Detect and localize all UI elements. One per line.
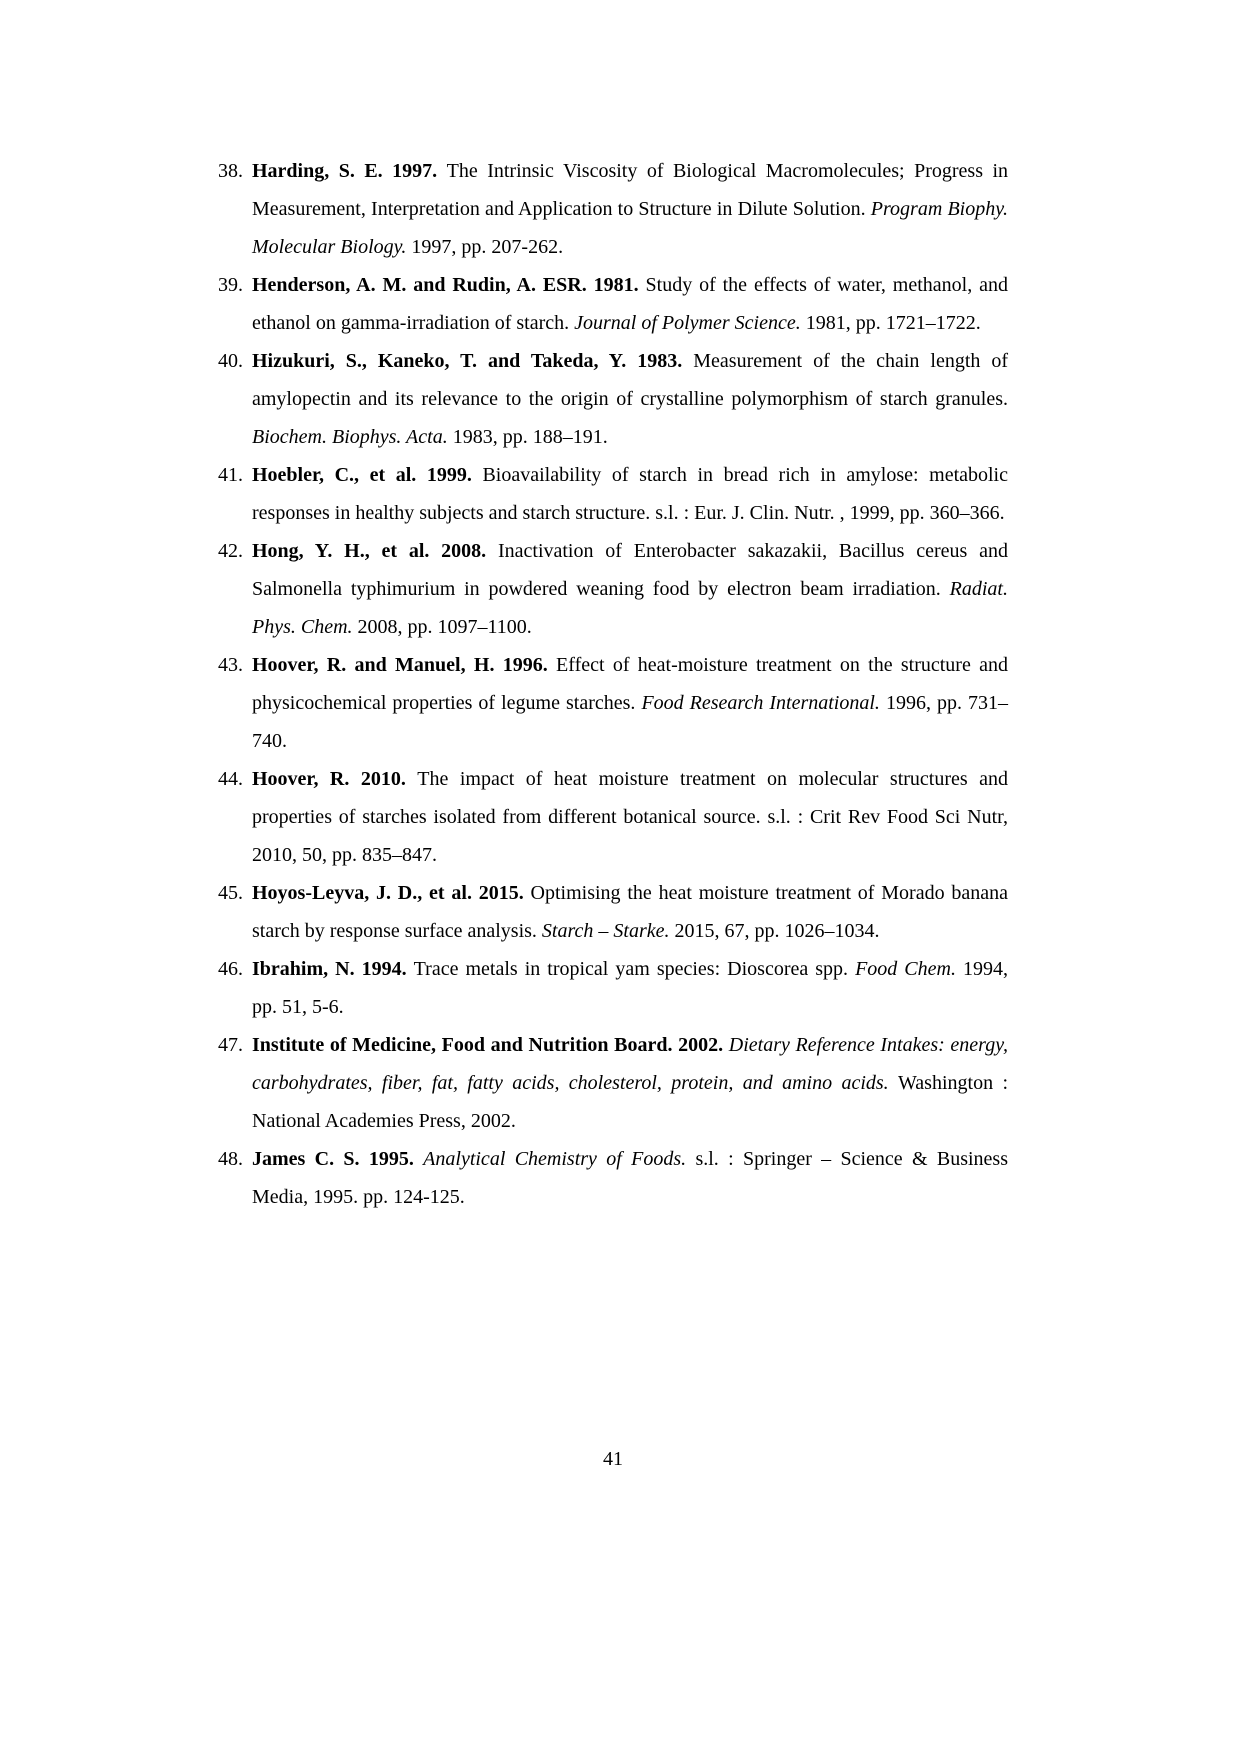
reference-segment-regular: 1996, pp. 731–740. xyxy=(252,692,1009,752)
reference-segment-bold: Ibrahim, N. 1994. xyxy=(252,958,414,980)
reference-segment-bold: Hizukuri, S., Kaneko, T. and Takeda, Y. 1983. xyxy=(252,350,694,372)
reference-text xyxy=(252,882,1008,942)
reference-segment-regular: 2008, pp. 1097–1100. xyxy=(357,616,532,638)
reference-item xyxy=(218,456,1008,532)
reference-number: 38. xyxy=(218,160,243,182)
reference-text xyxy=(252,1034,1008,1132)
reference-item xyxy=(218,532,1008,646)
reference-segment-regular: The impact of heat moisture treatment on molecular structures and properties of starches isolated from different botanical source. s.l. : Crit Rev Food Sci Nutr, 2010, 50, pp. 835–847. xyxy=(252,768,1008,866)
reference-segment-regular: s.l. : Springer – Science & Business Media, 1995. pp. 124-125. xyxy=(252,1148,1008,1208)
reference-segment-italic: Dietary Reference Intakes: energy, carbohydrates, fiber, fat, fatty acids, cholesterol, protein, and amino acids. xyxy=(252,1034,1008,1094)
reference-number: 48. xyxy=(218,1148,243,1170)
reference-segment-italic: Journal of Polymer Science. xyxy=(574,312,806,334)
reference-segment-regular: 1997, pp. 207-262. xyxy=(411,236,564,258)
reference-segment-regular: 1983, pp. 188–191. xyxy=(452,426,608,448)
reference-item xyxy=(218,266,1008,342)
reference-text xyxy=(252,350,1008,448)
reference-segment-regular: 2015, 67, pp. 1026–1034. xyxy=(674,920,880,942)
reference-text xyxy=(252,1148,1008,1208)
reference-number: 47. xyxy=(218,1034,243,1056)
reference-segment-bold: Hoover, R. and Manuel, H. 1996. xyxy=(252,654,557,676)
reference-segment-regular: Bioavailability of starch in bread rich in amylose: metabolic responses in healthy subjects and starch structure. s.l. : Eur. J. Clin. Nutr. , 1999, pp. 360–366. xyxy=(252,464,1008,524)
reference-segment-italic: Radiat. Phys. Chem. xyxy=(252,578,1008,638)
reference-text xyxy=(252,160,1008,258)
reference-segment-bold: Hoebler, C., et al. 1999. xyxy=(252,464,483,486)
reference-segment-regular: 1994, pp. 51, 5-6. xyxy=(252,958,1008,1018)
reference-number: 46. xyxy=(218,958,243,980)
reference-number: 45. xyxy=(218,882,243,904)
reference-segment-italic: Analytical Chemistry of Foods. xyxy=(423,1148,696,1170)
reference-text xyxy=(252,768,1008,866)
reference-segment-bold: Henderson, A. M. and Rudin, A. ESR. 1981. xyxy=(252,274,646,296)
reference-number: 40. xyxy=(218,350,243,372)
page-number: 41 xyxy=(603,1448,623,1470)
reference-segment-regular: Effect of heat-moisture treatment on the structure and physicochemical properties of legume starches. xyxy=(252,654,1009,714)
reference-item xyxy=(218,152,1008,266)
reference-segment-bold: Institute of Medicine, Food and Nutrition Board. 2002. xyxy=(252,1034,729,1056)
reference-item xyxy=(218,1026,1008,1140)
reference-segment-italic: Biochem. Biophys. Acta. xyxy=(252,426,453,448)
reference-segment-bold: Harding, S. E. 1997. xyxy=(252,160,447,182)
reference-segment-regular: The Intrinsic Viscosity of Biological Macromolecules; Progress in Measurement, Interpretation and Application to Structure in Dilute Solution. xyxy=(252,160,1009,220)
reference-number: 42. xyxy=(218,540,243,562)
reference-segment-bold: James C. S. 1995. xyxy=(252,1148,424,1170)
reference-number: 39. xyxy=(218,274,243,296)
reference-item xyxy=(218,342,1008,456)
reference-segment-italic: Program Biophy. Molecular Biology. xyxy=(252,198,1008,258)
reference-segment-regular: Trace metals in tropical yam species: Dioscorea spp. xyxy=(413,958,856,980)
reference-segment-regular: 1981, pp. 1721–1722. xyxy=(805,312,981,334)
reference-item xyxy=(218,950,1008,1026)
reference-text xyxy=(252,540,1008,638)
reference-number: 44. xyxy=(218,768,243,790)
reference-segment-regular: Study of the effects of water, methanol, and ethanol on gamma-irradiation of starch. xyxy=(252,274,1008,334)
reference-segment-regular: Optimising the heat moisture treatment of Morado banana starch by response surface analysis. xyxy=(252,882,1008,942)
reference-list xyxy=(218,152,1008,1216)
reference-number: 41. xyxy=(218,464,243,486)
reference-segment-regular: Washington : National Academies Press, 2002. xyxy=(252,1072,1009,1132)
reference-number: 43. xyxy=(218,654,243,676)
reference-segment-italic: Starch – Starke. xyxy=(541,920,675,942)
reference-segment-bold: Hong, Y. H., et al. 2008. xyxy=(252,540,498,562)
reference-segment-italic: Food Chem. xyxy=(855,958,963,980)
reference-text xyxy=(252,654,1008,752)
reference-text xyxy=(252,464,1008,524)
reference-item xyxy=(218,874,1008,950)
reference-item xyxy=(218,646,1008,760)
reference-item xyxy=(218,1140,1008,1216)
reference-item xyxy=(218,760,1008,874)
reference-segment-bold: Hoyos-Leyva, J. D., et al. 2015. xyxy=(252,882,531,904)
reference-text xyxy=(252,274,1008,334)
reference-segment-bold: Hoover, R. 2010. xyxy=(252,768,418,790)
reference-segment-regular: Measurement of the chain length of amylopectin and its relevance to the origin of crystalline polymorphism of starch granules. xyxy=(252,350,1009,410)
reference-segment-italic: Food Research International. xyxy=(641,692,886,714)
reference-segment-regular: Inactivation of Enterobacter sakazakii, Bacillus cereus and Salmonella typhimurium in powdered weaning food by electron beam irradiation. xyxy=(252,540,1008,600)
reference-text xyxy=(252,958,1008,1018)
